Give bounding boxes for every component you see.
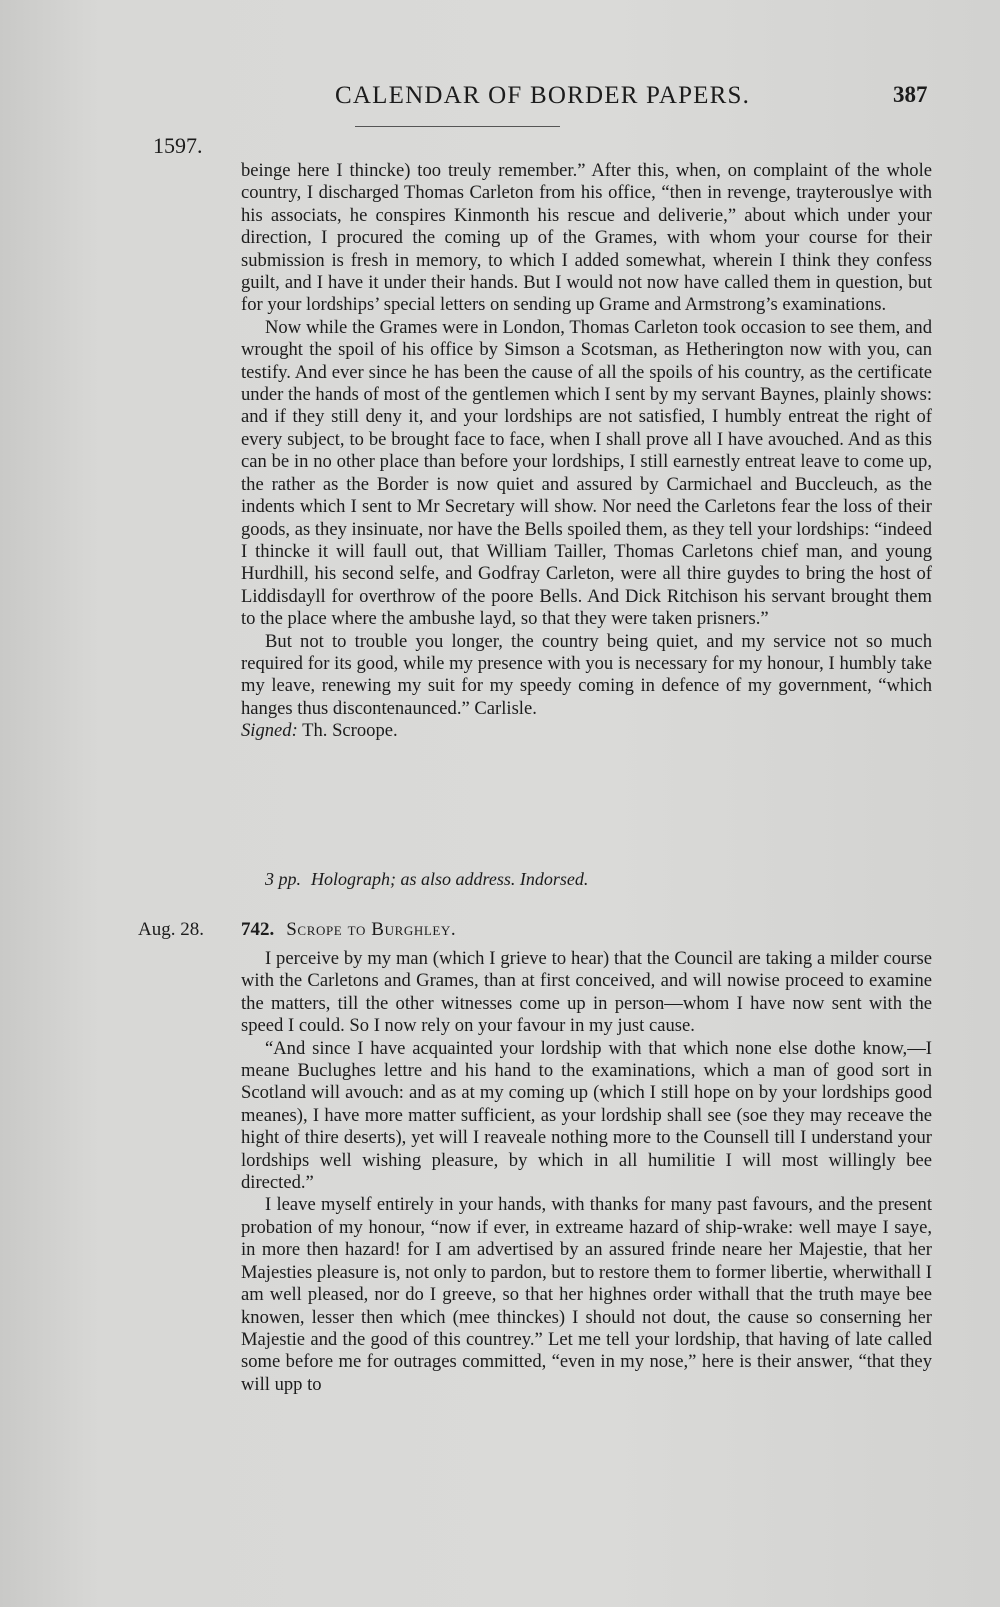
letter-heading <box>241 919 456 941</box>
letter-title: Scrope to Burghley. <box>286 919 457 940</box>
margin-year: 1597. <box>153 133 203 158</box>
signed-label: Signed: <box>241 720 298 742</box>
paragraph: Now while the Grames were in London, Thomas Carleton took occasion to see them, and wrought the spoil of his office by Simson a Scotsman, as Hetherington now with you, can testify. And ever since he has been the cause of all the spoils of his country, as the certificate under the hands of most of the gentlemen which I sent by my servant Baynes, plainly shows: and if they still deny it, and your lordships are not satisfied, I humbly entreat the right of every subject, to be brought face to face, when I shall prove all I have avouched. And as this can be in no other place than before your lordships, I still earnestly entreat leave to come up, the rather as the Border is now quiet and assured by Carmichael and Buccleuch, as the indents which I sent to Mr Secretary will show. Nor need the Carletons fear the loss of their goods, as they insinuate, nor have the Bells spoiled them, as they tell your lordships: “indeed I thincke it will faull out, that William Tailler, Thomas Carletons chief man, and young Hurdhill, his second selfe, and Godfray Carleton, were all thire guydes to bring the host of Liddisdayll for overthrow of the poore Bells. And Dick Ritchison his servant brought them to the place where the ambushe layd, so that they were taken prisners.” <box>241 316 932 630</box>
running-title: CALENDAR OF BORDER PAPERS. <box>335 82 751 109</box>
paragraph: I leave myself entirely in your hands, with thanks for many past favours, and the present probation of my honour, “now if ever, in extreame hazard of ship-wrake: well maye I saye, in more then hazard! for I am advertised by an assured frinde neare her Majestie, that her Majesties pleasure is, not only to pardon, but to restore them to former libertie, wherwithall I am well pleased, nor do I greeve, so that her highnes order withall that the truth maye bee knowen, lesser then which (mee thinckes) I should not dout, the cause so conserning her Majestie and the good of this countrey.” Let me tell your lordship, that having of late called some before me for outrages committed, “even in my nose,” here is their answer, “that they will upp to <box>241 1194 932 1395</box>
letter-body-continued <box>241 160 932 743</box>
running-head <box>0 82 1000 122</box>
description-note <box>241 868 932 890</box>
margin-date: Aug. 28. <box>138 919 204 940</box>
page-count: 3 pp. <box>265 869 301 889</box>
letter-body <box>241 948 932 1396</box>
header-rule <box>355 126 560 127</box>
letter-number: 742. <box>241 919 275 940</box>
document-note <box>241 868 932 890</box>
paragraph: “And since I have acquainted your lordship with that which none else dothe know,—I meane Buclughes lettre and his hand to the examinations, which a man of good sort in Scotland will avouch: and as at my coming up (which I still hope on by your lordships good meanes), I have more matter sufficient, as your lordship shall see (soe they may receave the hight of thire deserts), yet will I reaveale nothing more to the Counsell till I understand your lordships well wishing pleasure, by which in all humilitie I will most willingly bee directed.” <box>241 1037 932 1194</box>
signature-line <box>241 720 932 742</box>
note-text: Holograph; as also address. Indorsed. <box>311 869 589 889</box>
page-number: 387 <box>893 82 928 107</box>
signatory-name: Th. Scroope. <box>302 720 398 742</box>
paragraph: I perceive by my man (which I grieve to hear) that the Council are taking a milder course with the Carletons and Grames, than at first conceived, and will nowise proceed to examine the matters, till the other witnesses come up in person—whom I have now sent with the speed I could. So I now rely on your favour in my just cause. <box>241 948 932 1037</box>
paragraph: beinge here I thincke) too treuly remember.” After this, when, on complaint of the whole country, I discharged Thomas Carleton from his office, “then in revenge, trayterouslye with his associats, he conspires Kinmonth his rescue and deliverie,” about which under your direction, I procured the coming up of the Grames, with whom your course for their submission is fresh in memory, to which I added somewhat, wherein I think they confess guilt, and I have it under their hands. But I would not now have called them in question, but for your lordships’ special letters on sending up Grame and Armstrong’s examinations. <box>241 160 932 316</box>
paragraph: But not to trouble you longer, the country being quiet, and my service not so much required for its good, while my presence with you is necessary for my honour, I humbly take my leave, renewing my suit for my speedy coming in defence of my government, “which hanges thus discontenaunced.” Carlisle. <box>241 630 932 719</box>
